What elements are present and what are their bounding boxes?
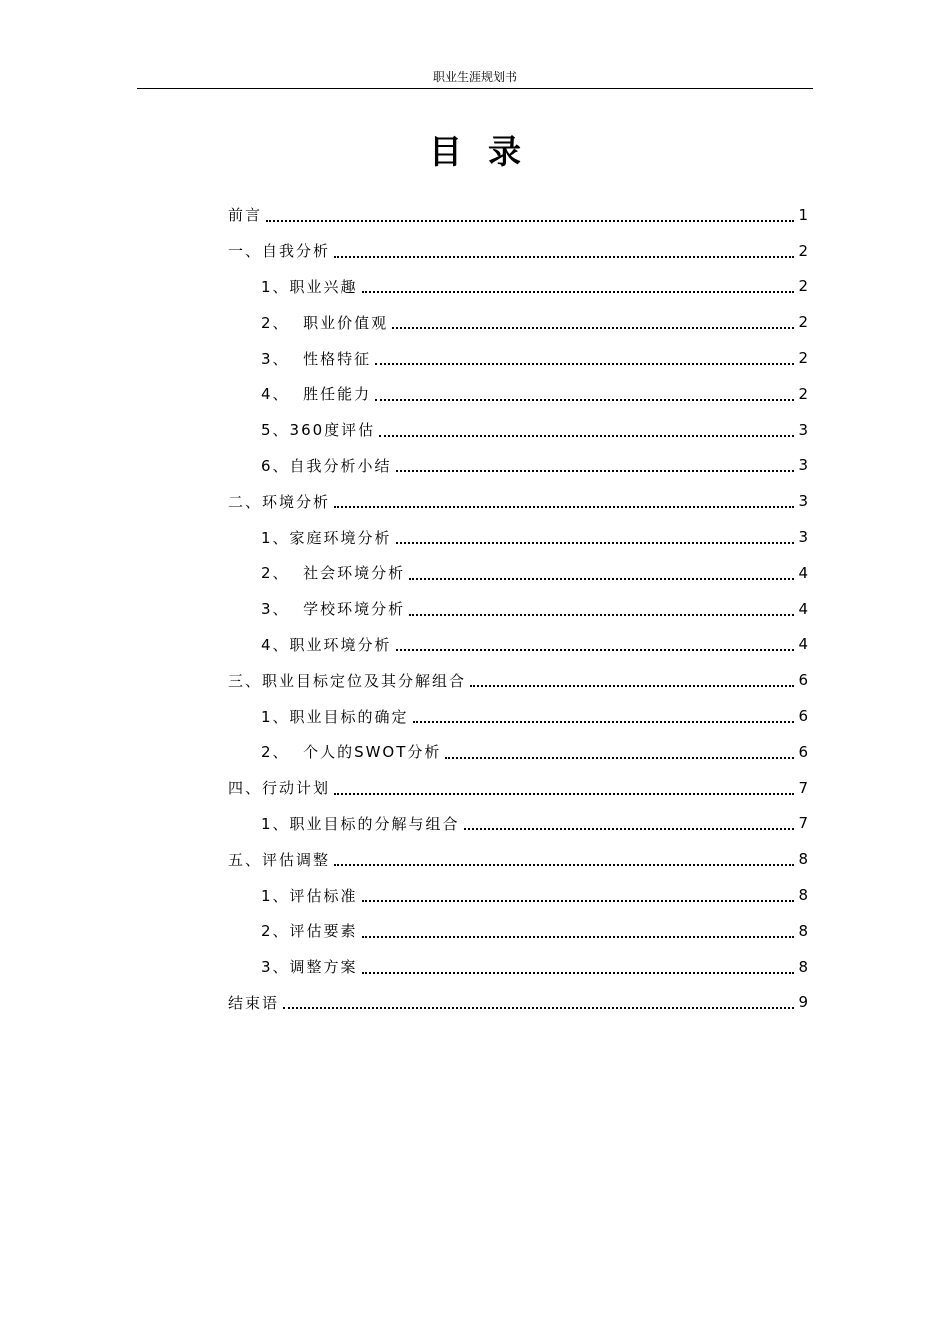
toc-page-number: 4 — [798, 599, 808, 618]
toc-page-number: 9 — [798, 993, 808, 1012]
toc-page-number: 4 — [798, 635, 808, 654]
toc-dot-leader — [396, 649, 795, 651]
toc-entry[interactable] — [228, 233, 808, 269]
toc-entry[interactable] — [228, 698, 808, 734]
toc-entry[interactable] — [228, 197, 808, 233]
toc-entry[interactable] — [228, 913, 808, 949]
toc-page-number: 3 — [798, 420, 808, 439]
toc-page-number: 8 — [798, 850, 808, 869]
toc-entry[interactable] — [228, 985, 808, 1021]
toc-entry-text: 2、 职业价值观 — [261, 313, 389, 332]
toc-dot-leader — [362, 900, 795, 902]
toc-dot-leader — [375, 363, 794, 365]
page-header — [137, 70, 813, 89]
toc-page-number: 3 — [798, 492, 808, 511]
toc-page-number: 2 — [798, 384, 808, 403]
toc-page-number: 6 — [798, 742, 808, 761]
toc-dot-leader — [283, 1007, 794, 1009]
toc-entry[interactable] — [228, 412, 808, 448]
toc-dot-leader — [334, 793, 794, 795]
toc-page-number: 4 — [798, 563, 808, 582]
toc-entry-text: 四、行动计划 — [228, 779, 331, 798]
toc-entry-text: 4、 胜任能力 — [261, 385, 372, 404]
toc-entry[interactable] — [228, 376, 808, 412]
toc-dot-leader — [362, 972, 795, 974]
toc-entry[interactable] — [228, 806, 808, 842]
toc-entry-text: 1、职业目标的分解与组合 — [261, 814, 460, 833]
toc-entry-text: 1、职业兴趣 — [261, 277, 358, 296]
toc-entry-text: 前言 — [228, 206, 263, 225]
toc-entry[interactable] — [228, 877, 808, 913]
toc-entry[interactable] — [228, 519, 808, 555]
toc-entry[interactable] — [228, 304, 808, 340]
toc-dot-leader — [375, 399, 794, 401]
toc-page-number: 6 — [798, 671, 808, 690]
toc-dot-leader — [396, 542, 795, 544]
toc-entry[interactable] — [228, 627, 808, 663]
toc-dot-leader — [470, 685, 794, 687]
toc-entry-text: 1、评估标准 — [261, 886, 358, 905]
toc-entry[interactable] — [228, 448, 808, 484]
toc-entry-text: 3、 性格特征 — [261, 349, 372, 368]
toc-dot-leader — [362, 936, 795, 938]
toc-entry-text: 三、职业目标定位及其分解组合 — [228, 671, 467, 690]
toc-entry-text: 2、 个人的SWOT分析 — [261, 743, 442, 762]
toc-page-number: 2 — [798, 277, 808, 296]
toc-entry-text: 五、评估调整 — [228, 850, 331, 869]
table-of-contents — [228, 197, 808, 1020]
toc-entry[interactable] — [228, 269, 808, 305]
toc-entry-text: 5、360度评估 — [261, 421, 376, 440]
toc-entry-text: 结束语 — [228, 993, 280, 1012]
toc-entry-text: 3、调整方案 — [261, 958, 358, 977]
toc-entry-text: 1、家庭环境分析 — [261, 528, 392, 547]
toc-entry-text: 二、环境分析 — [228, 492, 331, 511]
toc-entry-text: 2、评估要素 — [261, 922, 358, 941]
header-title: 职业生涯规划书 — [432, 70, 517, 84]
toc-entry[interactable] — [228, 340, 808, 376]
toc-page-number: 7 — [798, 814, 808, 833]
toc-page-number: 8 — [798, 886, 808, 905]
toc-page-number: 2 — [798, 349, 808, 368]
toc-entry[interactable] — [228, 662, 808, 698]
toc-page-number: 8 — [798, 921, 808, 940]
toc-page-number: 8 — [798, 957, 808, 976]
toc-entry-text: 6、自我分析小结 — [261, 456, 392, 475]
toc-page-number: 7 — [798, 778, 808, 797]
toc-page-number: 2 — [798, 313, 808, 332]
toc-entry-text: 3、 学校环境分析 — [261, 600, 406, 619]
toc-entry[interactable] — [228, 734, 808, 770]
toc-entry[interactable] — [228, 483, 808, 519]
toc-dot-leader — [379, 435, 794, 437]
toc-entry-text: 2、 社会环境分析 — [261, 564, 406, 583]
toc-dot-leader — [334, 256, 794, 258]
toc-page-number: 6 — [798, 707, 808, 726]
toc-dot-leader — [413, 721, 795, 723]
toc-page-number: 3 — [798, 528, 808, 547]
toc-entry[interactable] — [228, 555, 808, 591]
toc-page-number: 3 — [798, 456, 808, 475]
toc-dot-leader — [464, 828, 795, 830]
toc-dot-leader — [266, 220, 794, 222]
toc-entry[interactable] — [228, 770, 808, 806]
toc-dot-leader — [445, 757, 794, 759]
toc-entry-text: 4、职业环境分析 — [261, 635, 392, 654]
toc-dot-leader — [409, 578, 794, 580]
toc-dot-leader — [334, 506, 794, 508]
toc-page-number: 2 — [798, 241, 808, 260]
toc-entry[interactable] — [228, 949, 808, 985]
toc-dot-leader — [409, 614, 794, 616]
toc-dot-leader — [362, 291, 795, 293]
toc-page-number: 1 — [798, 205, 808, 224]
toc-entry-text: 一、自我分析 — [228, 242, 331, 261]
toc-entry-text: 1、职业目标的确定 — [261, 707, 409, 726]
toc-dot-leader — [392, 327, 794, 329]
toc-entry[interactable] — [228, 591, 808, 627]
toc-entry[interactable] — [228, 841, 808, 877]
toc-dot-leader — [334, 864, 794, 866]
toc-title: 目录 — [429, 132, 547, 171]
toc-dot-leader — [396, 470, 795, 472]
